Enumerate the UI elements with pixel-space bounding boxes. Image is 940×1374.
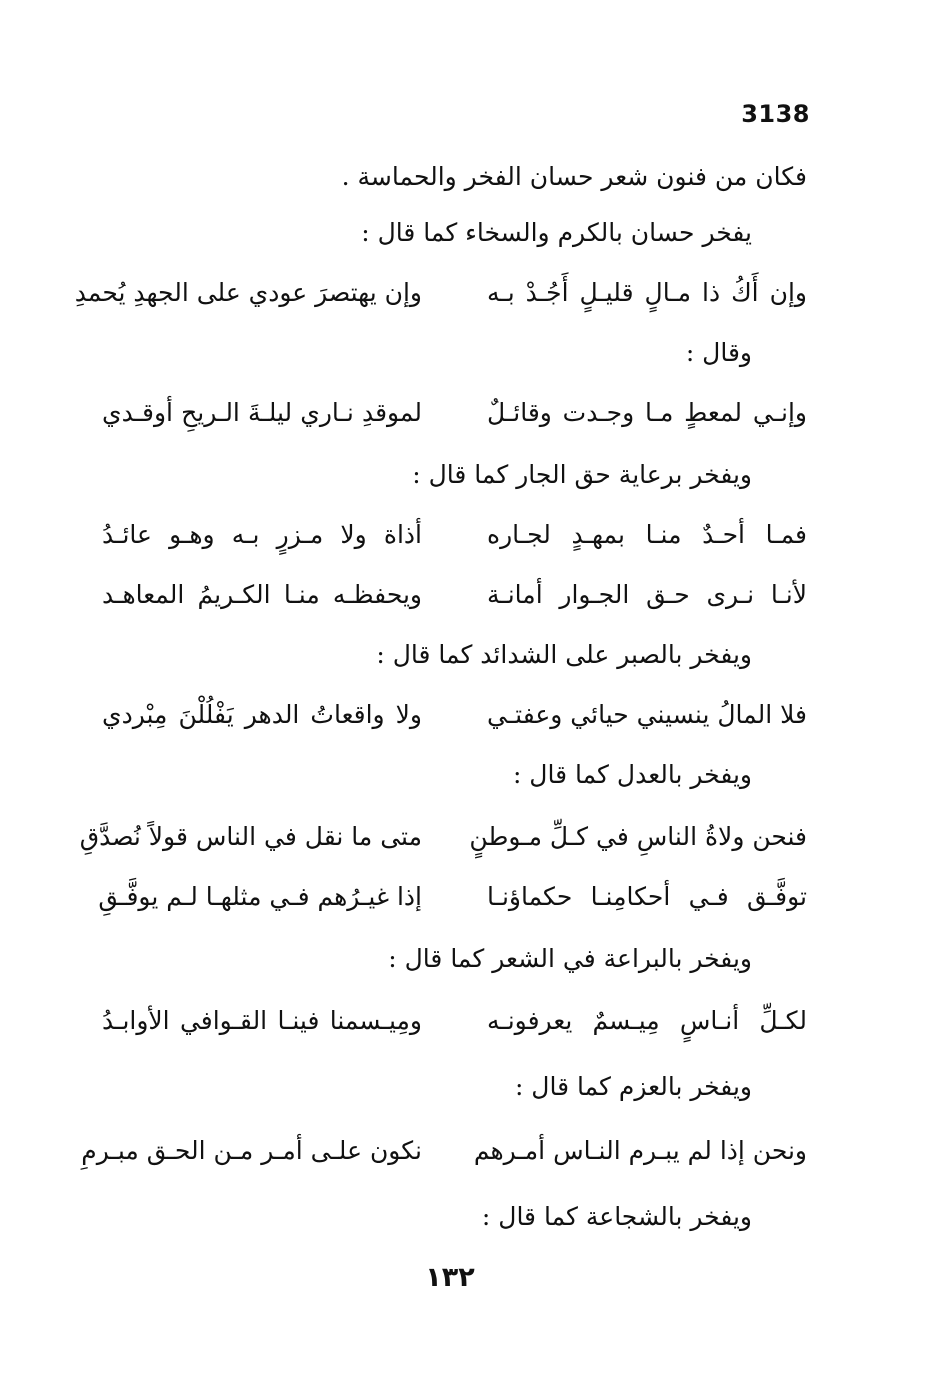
verse-7-first-hemistich: توفَّـق فـي أحكامِنـا حكماؤنـا xyxy=(487,882,807,911)
verse-9-first-hemistich: ونحن إذا لم يبـرم النـاس أمـرهم xyxy=(473,1136,807,1165)
intro-courage: ويفخر بالشجاعة كما قال : xyxy=(481,1202,752,1231)
paragraph-intro: فكان من فنون شعر حسان الفخر والحماسة . xyxy=(341,162,807,191)
verse-6-first-hemistich: فنحن ولاةُ الناسِ في كـلِّ مـوطنٍ xyxy=(469,822,807,851)
verse-3-first-hemistich: فمـا أحـدٌ منـا بمهـدٍ لجـاره xyxy=(487,520,807,549)
verse-1-second-hemistich: وإن يهتصرَ عودي على الجهدِ يُحمدِ xyxy=(74,278,422,307)
intro-neighbor-rights: ويفخر برعاية حق الجار كما قال : xyxy=(412,460,752,489)
intro-poetic-skill: ويفخر بالبراعة في الشعر كما قال : xyxy=(388,944,752,973)
intro-patience: ويفخر بالصبر على الشدائد كما قال : xyxy=(376,640,752,669)
verse-6-second-hemistich: متى ما نقل في الناس قولاً نُصدَّقِ xyxy=(79,822,422,851)
verse-9-second-hemistich: نكون علـى أمـر مـن الحـق مبـرمِ xyxy=(81,1136,422,1165)
verse-3-second-hemistich: أذاة ولا مـزرٍ بـه وهـو عائـدُ xyxy=(102,520,422,549)
verse-7-second-hemistich: إذا غيـرُهم فـي مثلهـا لـم يوفَّـقِ xyxy=(98,882,422,911)
verse-2-first-hemistich: وإنـي لمعطٍ مـا وجـدت وقائـلٌ xyxy=(487,398,807,427)
page-number: ١٣٢ xyxy=(425,1262,475,1293)
verse-5-second-hemistich: ولا واقعاتُ الدهر يَفْلُلْنَ مِبْردي xyxy=(102,700,422,729)
verse-5-first-hemistich: فلا المالُ ينسيني حيائي وعفتـي xyxy=(487,700,807,729)
verse-2-second-hemistich: لموقدِ نـاري ليلـةَ الـريحِ أوقـدي xyxy=(102,398,422,427)
verse-8-first-hemistich: لكـلِّ أنـاسٍ مِيـسمٌ يعرفونـه xyxy=(487,1006,807,1035)
verse-8-second-hemistich: ومِيـسمنا فينـا القـوافي الأوابـدُ xyxy=(102,1006,422,1035)
intro-justice: ويفخر بالعدل كما قال : xyxy=(512,760,752,789)
verse-4-second-hemistich: ويحفظـه منـا الكـريمُ المعاهـد xyxy=(102,580,422,609)
intro-resolve: ويفخر بالعزم كما قال : xyxy=(514,1072,752,1101)
page-id: 3138 xyxy=(741,100,810,128)
verse-1-first-hemistich: وإن أَكُ ذا مـالٍ قليـلٍ أَجُـدْ بـه xyxy=(487,278,807,307)
intro-and-said: وقال : xyxy=(685,338,752,367)
verse-4-first-hemistich: لأنـا نـرى حـق الجـوار أمانـة xyxy=(487,580,807,609)
intro-generosity: يفخر حسان بالكرم والسخاء كما قال : xyxy=(361,218,752,247)
